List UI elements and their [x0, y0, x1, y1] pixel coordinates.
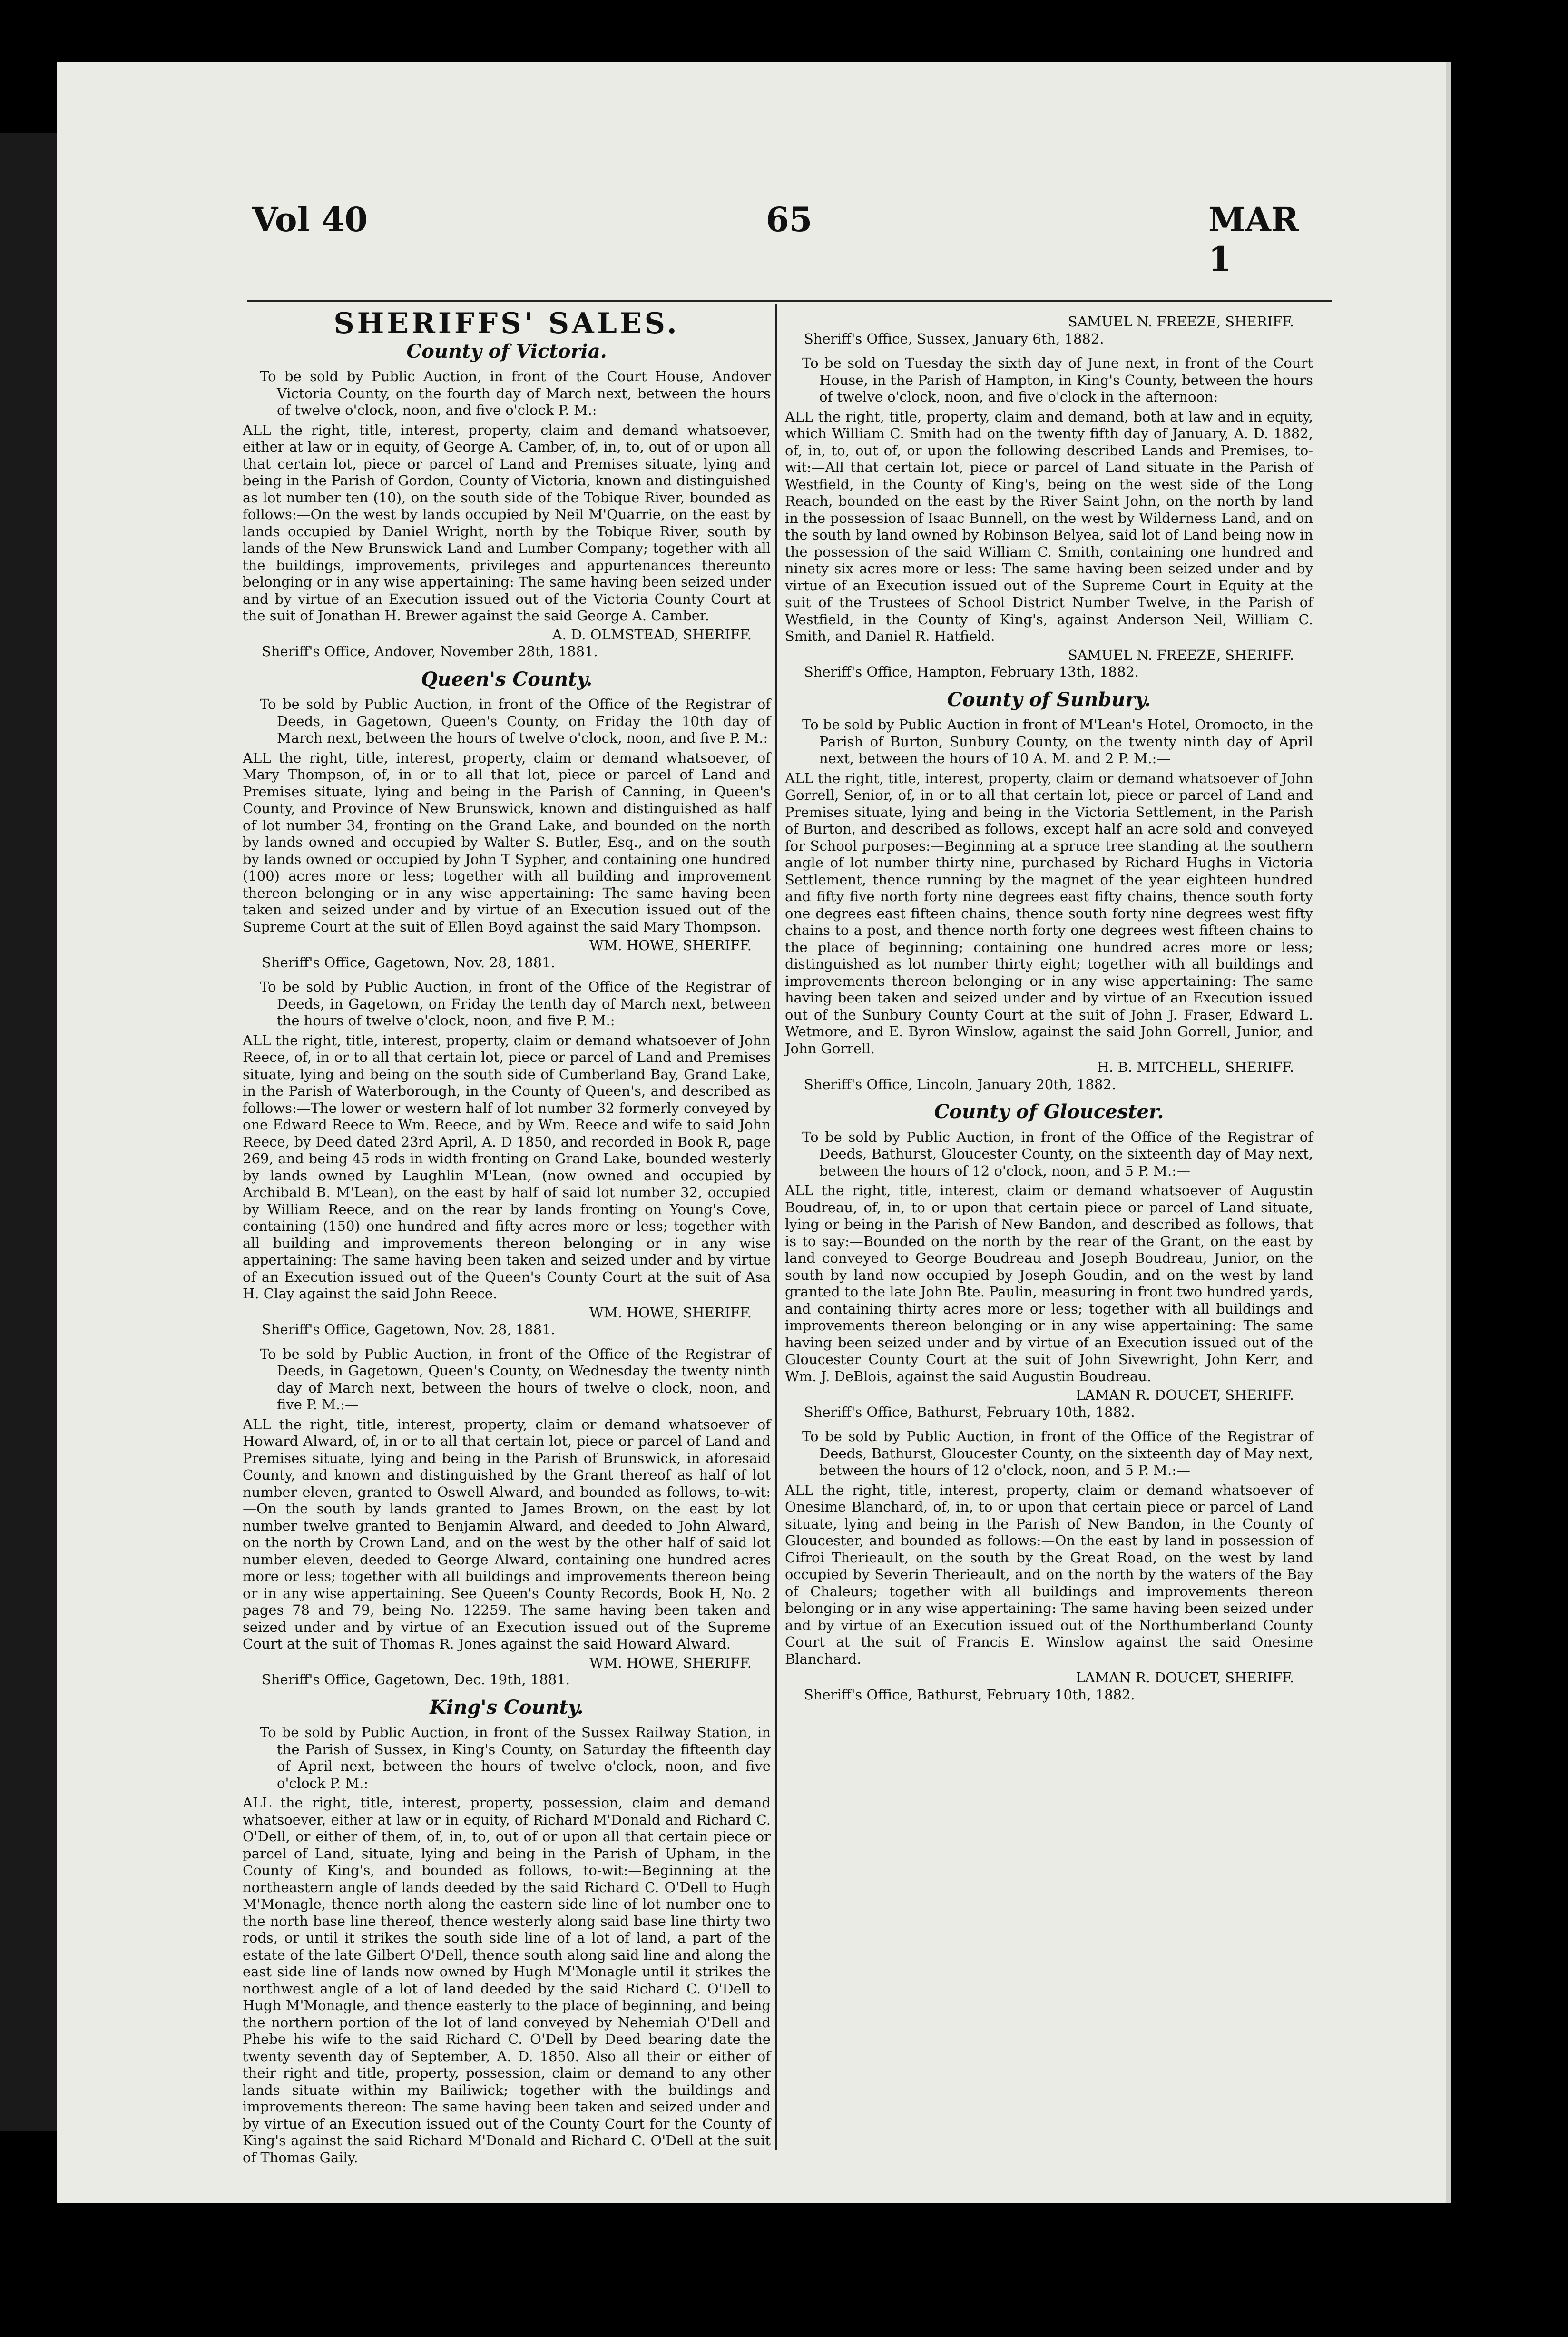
column-divider [775, 304, 777, 2150]
notice-signature: H. B. MITCHELL, SHERIFF. [1097, 1059, 1294, 1075]
notice-body: ALL the right, title, interest, property, claim or demand whatsoever of Howard Alward, of, in or to all that certain lot, piece or parcel of Land and Premises situate, lying and being in the Parish of Brunswick, in aforesaid County, and known and distinguished by the Grant thereof as half of lot number eleven, granted to Oswell Alward, and bounded as follows, to-wit:—On the south by lands granted to James Brown, on the east by lot number twelve granted to Benjamin Alward, and deeded to John Alward, on the north by Crown Land, and on the west by the other half of said lot number eleven, deeded to George Alward, containing one hundred acres more or less; together with all buildings and improvements thereon being or in any wise appertaining. See Queen's County Records, Book H, No. 2 pages 78 and 79, being No. 12259. The same having been taken and seized under and by virtue of an Execution issued out of the Supreme Court at the suit of Thomas R. Jones against the said Howard Alward. [243, 1416, 771, 1652]
notice-body: ALL the right, title, interest, property, claim or demand whatsoever, of Mary Thompson, of, in or to all that lot, piece or parcel of Land and Premises situate, lying and being in the Parish of Canning, in Queen's County, and Province of New Brunswick, known and distinguished as half of lot number 34, fronting on the Grand Lake, and bounded on the north by lands owned and occupied by Walter S. Butler, Esq., and on the south by lands owned or occupied by John T Sypher, and containing one hundred (100) acres more or less; together with all building and improvement thereon belonging or in any wise appertaining: The same having been taken and seized under and by virtue of an Execution issued out of the Supreme Court at the suit of Ellen Boyd against the said Mary Thompson. [243, 749, 771, 935]
notice-office: Sheriff's Office, Bathurst, February 10th, 1882. [804, 1404, 1135, 1420]
notice-intro: To be sold by Public Auction, in front of the Office of the Registrar of Deeds, in Gagetown, Queen's County, on Friday the 10th day of March next, between the hours of twelve o'clock, noon, and five P. M.: [260, 696, 771, 746]
notice-body: ALL the right, title, interest, property, claim or demand whatsoever of John Reece, of, in or to all that certain lot, piece or parcel of Land and Premises situate, lying and being on the south side of Cumberland Bay, Grand Lake, in the Parish of Waterborough, in the County of Queen's, and described as follows:—The lower or western half of lot number 32 formerly conveyed by one Edward Reece to Wm. Reece, and by Wm. Reece and wife to said John Reece, by Deed dated 23rd April, A. D 1850, and recorded in Book R, page 269, and being 45 rods in width fronting on Grand Lake, bounded westerly by lands owned by Laughlin M'Lean, (now owned and occupied by Archibald B. M'Lean), on the east by half of said lot number 32, occupied by William Reece, and on the rear by lands fronting on Young's Cove, containing (150) one hundred and fifty acres more or less; together with all building and improvements thereon belonging or in any wise appertaining: The same having been taken and seized under and by virtue of an Execution issued out of the Queen's County Court at the suit of Asa H. Clay against the said John Reece. [243, 1032, 771, 1302]
notice-intro: To be sold by Public Auction, in front of the Office of the Registrar of Deeds, in Gagetown, on Friday the tenth day of March next, between the hours of twelve o'clock, noon, and five P. M.: [260, 979, 771, 1029]
notice-signature: WM. HOWE, SHERIFF. [589, 1654, 752, 1671]
county-heading-queens: Queen's County. [421, 668, 593, 690]
notice-office: Sheriff's Office, Sussex, January 6th, 1882. [804, 330, 1104, 347]
previous-page-edge [0, 133, 62, 2131]
notice-body: ALL the right, title, property, claim and demand, both at law and in equity, which William C. Smith had on the twenty fifth day of January, A. D. 1882, of, in, to, out of, or upon the following described Lands and Premises, to-wit:—All that certain lot, piece or parcel of Land situate in the Parish of Westfield, in the County of King's, being on the west side of the Long Reach, bounded on the east by the River Saint John, on the north by land in the possession of Isaac Bunnell, on the west by Wilderness Land, and on the south by land owned by Robinson Belyea, said lot of Land being now in the possession of the said William C. Smith, containing one hundred and ninety six acres more or less: The same having been seized under and by virtue of an Execution issued out of the Supreme Court in Equity at the suit of the Trustees of School District Number Twelve, in the Parish of Westfield, in the County of King's, against Anderson Neil, William C. Smith, and Daniel R. Hatfield. [785, 408, 1313, 644]
page-edge [1446, 62, 1451, 2203]
notice-intro: To be sold by Public Auction, in front of the Office of the Registrar of Deeds, in Gagetown, Queen's County, on Wednesday the twenty ninth day of March next, between the hours of twelve o clock, noon, and five P. M.:— [260, 1345, 771, 1413]
header-rule [247, 300, 1332, 302]
notice-office: Sheriff's Office, Gagetown, Nov. 28, 1881. [262, 954, 555, 971]
volume-label: Vol 40 [252, 200, 368, 239]
notice-body: ALL the right, title, interest, property, claim or demand whatsoever of John Gorrell, Senior, of, in or to all that certain lot, piece or parcel of Land and Premises situate, lying and being in the Victoria Settlement, in the Parish of Burton, and described as follows, except half an acre sold and conveyed for School purposes:—Beginning at a spruce tree standing at the southern angle of lot number thirty nine, purchased by Richard Hughs in Victoria Settlement, thence running by the magnet of the year eighteen hundred and fifty five north forty nine degrees east fifty chains, thence south forty one degrees east fifteen chains, thence south forty nine degrees west fifty chains to a post, and thence north forty one degrees west fifteen chains to the place of beginning; containing one hundred acres more or less; distinguished as lot number thirty eight; together with all buildings and improvements thereon belonging or in any wise appertaining: The same having been taken and seized under and by virtue of an Execution issued out of the Sunbury County Court at the suit of John J. Fraser, Edward L. Wetmore, and E. Byron Winslow, against the said John Gorrell, Junior, and John Gorrell. [785, 770, 1313, 1057]
notice-office: Sheriff's Office, Hampton, February 13th, 1882. [804, 664, 1139, 680]
notice-signature: WM. HOWE, SHERIFF. [589, 937, 752, 953]
notice-body: ALL the right, title, interest, property, claim and demand whatsoever, either at law or in equity, of George A. Camber, of, in, to, out of or upon all that certain lot, piece or parcel of Land and Premises situate, lying and being in the Parish of Gordon, County of Victoria, known and distinguished as lot number ten (10), on the south side of the Tobique River, bounded as follows:—On the west by lands occupied by Neil M'Quarrie, on the east by lands occupied by Daniel Wright, north by the Tobique River, south by lands of the New Brunswick Land and Lumber Company; together with all the buildings, improvements, privileges and appurtenances thereunto belonging or in any wise appertaining: The same having been seized under and by virtue of an Execution issued out of the Victoria County Court at the suit of Jonathan H. Brewer against the said George A. Camber. [243, 422, 771, 624]
notice-intro: To be sold by Public Auction, in front of the Court House, Andover Victoria County, on the fourth day of March next, between the hours of twelve o'clock, noon, and five o'clock P. M.: [260, 368, 771, 418]
notice-signature: LAMAN R. DOUCET, SHERIFF. [1076, 1387, 1294, 1403]
notice-signature: WM. HOWE, SHERIFF. [589, 1304, 752, 1321]
notice-signature: LAMAN R. DOUCET, SHERIFF. [1076, 1669, 1294, 1686]
left-column [243, 307, 771, 2166]
right-column [785, 312, 1313, 2148]
notice-office: Sheriff's Office, Gagetown, Nov. 28, 1881. [262, 1321, 555, 1337]
notice-office: Sheriff's Office, Bathurst, February 10th, 1882. [804, 1686, 1135, 1703]
notice-body: ALL the right, title, interest, property, possession, claim and demand whatsoever, either at law or in equity, of Richard M'Donald and Richard C. O'Dell, or either of them, of, in, to, out of or upon all that certain piece or parcel of Land, situate, lying and being in the Parish of Upham, in the County of King's, and bounded as follows, to-wit:—Beginning at the northeastern angle of lands deeded by the said Richard C. O'Dell to Hugh M'Monagle, thence north along the eastern side line of lot number one to the north base line thereof, thence westerly along said base line thirty two rods, or until it strikes the south side line of a lot of land, a part of the estate of the late Gilbert O'Dell, thence south along said line and along the east side line of lands now owned by Hugh M'Monagle until it strikes the northwest angle of a lot of land deeded by the said Richard C. O'Dell to Hugh M'Monagle, and thence easterly to the place of beginning, and being the northern portion of the lot of land conveyed by Nehemiah O'Dell and Phebe his wife to the said Richard C. O'Dell by Deed bearing date the twenty seventh day of September, A. D. 1850. Also all their or either of their right and title, property, possession, claim or demand to any other lands situate within my Bailiwick; together with the buildings and improvements thereon: The same having been taken and seized under and by virtue of an Execution issued out of the County Court for the County of King's against the said Richard M'Donald and Richard C. O'Dell at the suit of Thomas Gaily. [243, 1795, 771, 2166]
notice-intro: To be sold on Tuesday the sixth day of June next, in front of the Court House, in the Parish of Hampton, in King's County, between the hours of twelve o'clock, noon, and five o'clock in the afternoon: [802, 355, 1313, 405]
county-heading-kings: King's County. [430, 1696, 584, 1718]
notice-signature: A. D. OLMSTEAD, SHERIFF. [552, 626, 752, 643]
notice-signature: SAMUEL N. FREEZE, SHERIFF. [1068, 647, 1294, 663]
page-title: SHERIFFS' SALES. [333, 307, 680, 340]
page-number: 65 [766, 200, 813, 239]
page-header [200, 200, 1299, 279]
notice-intro: To be sold by Public Auction, in front of the Sussex Railway Station, in the Parish of Sussex, in King's County, on Saturday the fifteenth day of April next, between the hours of twelve o'clock, noon, and five o'clock P. M.: [260, 1724, 771, 1791]
notice-body: ALL the right, title, interest, claim or demand whatsoever of Augustin Boudreau, of, in, to or upon that certain piece or parcel of Land situate, lying or being in the Parish of New Bandon, and described as follows, that is to say:—Bounded on the north by the rear of the Grant, on the east by land conveyed to George Boudreau and Joseph Boudreau, Junior, on the south by land now occupied by Joseph Goudin, and on the west by land granted to the late John Bte. Paulin, measuring in front two hundred yards, and containing thirty acres more or less; together with all buildings and improvements thereon belonging or in any wise appertaining: The same having been seized under and by virtue of an Execution issued out of the Gloucester County Court at the suit of John Sivewright, John Kerr, and Wm. J. DeBlois, against the said Augustin Boudreau. [785, 1182, 1313, 1385]
notice-body: ALL the right, title, interest, property, claim or demand whatsoever of Onesime Blanchard, of, in, to or upon that certain piece or parcel of Land situate, lying and being in the Parish of New Bandon, in the County of Gloucester, and bounded as follows:—On the east by land in possession of Cifroi Therieault, on the south by the Great Road, on the west by land occupied by Severin Therieault, and on the north by the waters of the Bay of Chaleurs; together with all buildings and improvements thereon belonging or in any wise appertaining: The same having been seized under and by virtue of an Execution issued out of the Northumberland County Court at the suit of Francis E. Winslow against the said Onesime Blanchard. [785, 1482, 1313, 1667]
county-heading-gloucester: County of Gloucester. [934, 1100, 1164, 1123]
issue-date: MAR 1 [1208, 200, 1299, 279]
page-tab [618, 62, 980, 138]
notice-office: Sheriff's Office, Gagetown, Dec. 19th, 1881. [262, 1671, 570, 1688]
notice-office: Sheriff's Office, Lincoln, January 20th, 1882. [804, 1076, 1117, 1092]
notice-intro: To be sold by Public Auction, in front of the Office of the Registrar of Deeds, Bathurst, Gloucester County, on the sixteenth day of May next, between the hours of 12 o'clock, noon, and 5 P. M.:— [802, 1129, 1313, 1179]
county-heading-victoria: County of Victoria. [406, 340, 607, 363]
notice-intro: To be sold by Public Auction, in front of the Office of the Registrar of Deeds, Bathurst, Gloucester County, on the sixteenth day of May next, between the hours of 12 o'clock, noon, and 5 P. M.:— [802, 1428, 1313, 1478]
notice-signature: SAMUEL N. FREEZE, SHERIFF. [1068, 314, 1294, 330]
notice-office: Sheriff's Office, Andover, November 28th, 1881. [262, 643, 598, 659]
notice-intro: To be sold by Public Auction in front of M'Lean's Hotel, Oromocto, in the Parish of Burton, Sunbury County, on the twenty ninth day of April next, between the hours of 10 A. M. and 2 P. M.:— [802, 717, 1313, 766]
county-heading-sunbury: County of Sunbury. [947, 688, 1151, 711]
